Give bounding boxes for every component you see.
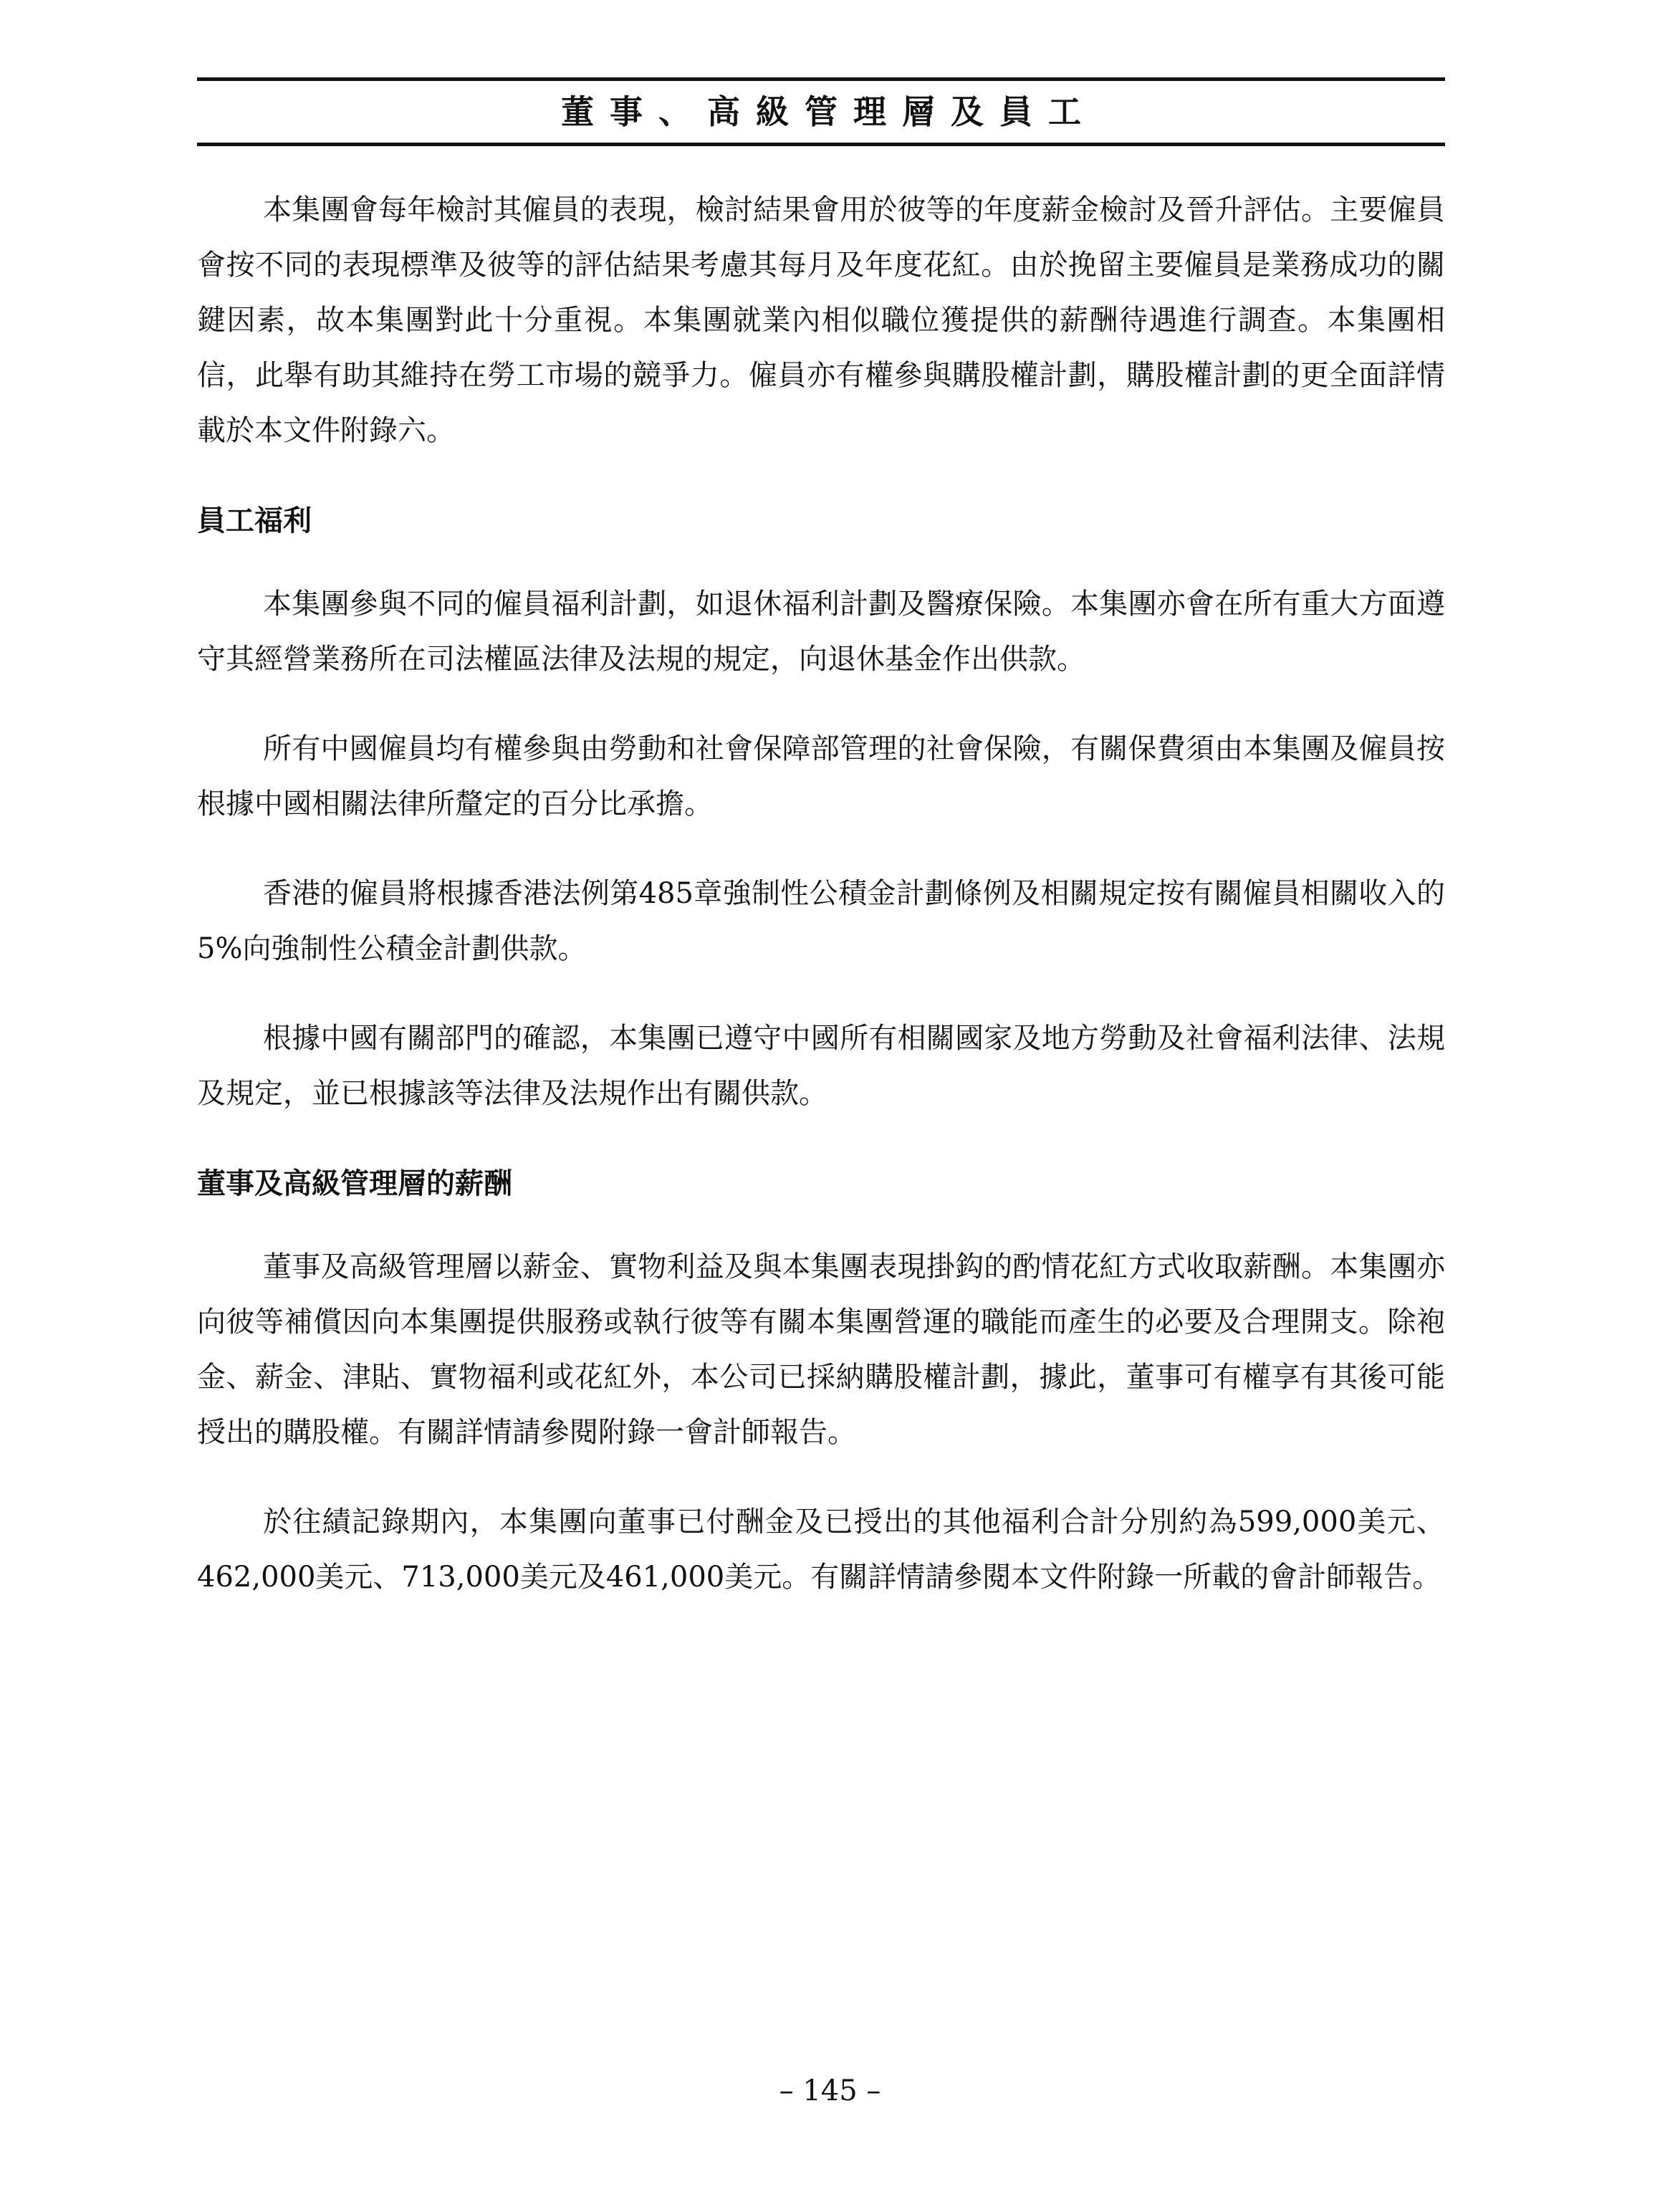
paragraph-remuneration-amounts: 於往績記錄期內，本集團向董事已付酬金及已授出的其他福利合計分別約為599,000美元、462,000美元、713,000美元及461,000美元。有關詳情請參閱本文件附錄一所載的會計師報告。 [197, 1505, 1445, 1594]
document-body [197, 183, 1445, 1605]
paragraph-prc-social-insurance: 所有中國僱員均有權參與由勞動和社會保障部管理的社會保險，有關保費須由本集團及僱員按根據中國相關法律所釐定的百分比承擔。 [197, 732, 1445, 820]
paragraph-employee-review: 本集團會每年檢討其僱員的表現，檢討結果會用於彼等的年度薪金檢討及晉升評估。主要僱員會按不同的表現標準及彼等的評估結果考慮其每月及年度花紅。由於挽留主要僱員是業務成功的關鍵因素，故本集團對此十分重視。本集團就業內相似職位獲提供的薪酬待遇進行調查。本集團相信，此舉有助其維持在勞工市場的競爭力。僱員亦有權參與購股權計劃，購股權計劃的更全面詳情載於本文件附錄六。 [197, 193, 1445, 447]
page-number: – 145 – [779, 2074, 881, 2107]
paragraph-prc-compliance: 根據中國有關部門的確認，本集團已遵守中國所有相關國家及地方勞動及社會福利法律、法規及規定，並已根據該等法律及法規作出有關供款。 [197, 1022, 1445, 1110]
paragraph-benefit-schemes: 本集團參與不同的僱員福利計劃，如退休福利計劃及醫療保險。本集團亦會在所有重大方面遵守其經營業務所在司法權區法律及法規的規定，向退休基金作出供款。 [197, 588, 1445, 676]
heading-director-remuneration: 董事及高級管理層的薪酬 [197, 1167, 512, 1200]
heading-employee-benefits: 員工福利 [197, 504, 312, 537]
page-title: 董事、高級管理層及員工 [561, 92, 1097, 131]
page-header [197, 77, 1445, 146]
paragraph-hk-mpf: 香港的僱員將根據香港法例第485章強制性公積金計劃條例及相關規定按有關僱員相關收入的5%向強制性公積金計劃供款。 [197, 877, 1445, 965]
paragraph-remuneration-forms: 董事及高級管理層以薪金、實物利益及與本集團表現掛鈎的酌情花紅方式收取薪酬。本集團亦向彼等補償因向本集團提供服務或執行彼等有關本集團營運的職能而產生的必要及合理開支。除袍金、薪金、津貼、實物福利或花紅外，本公司已採納購股權計劃，據此，董事可有權享有其後可能授出的購股權。有關詳情請參閱附錄一會計師報告。 [197, 1250, 1445, 1449]
header-bottom-rule [197, 143, 1445, 146]
